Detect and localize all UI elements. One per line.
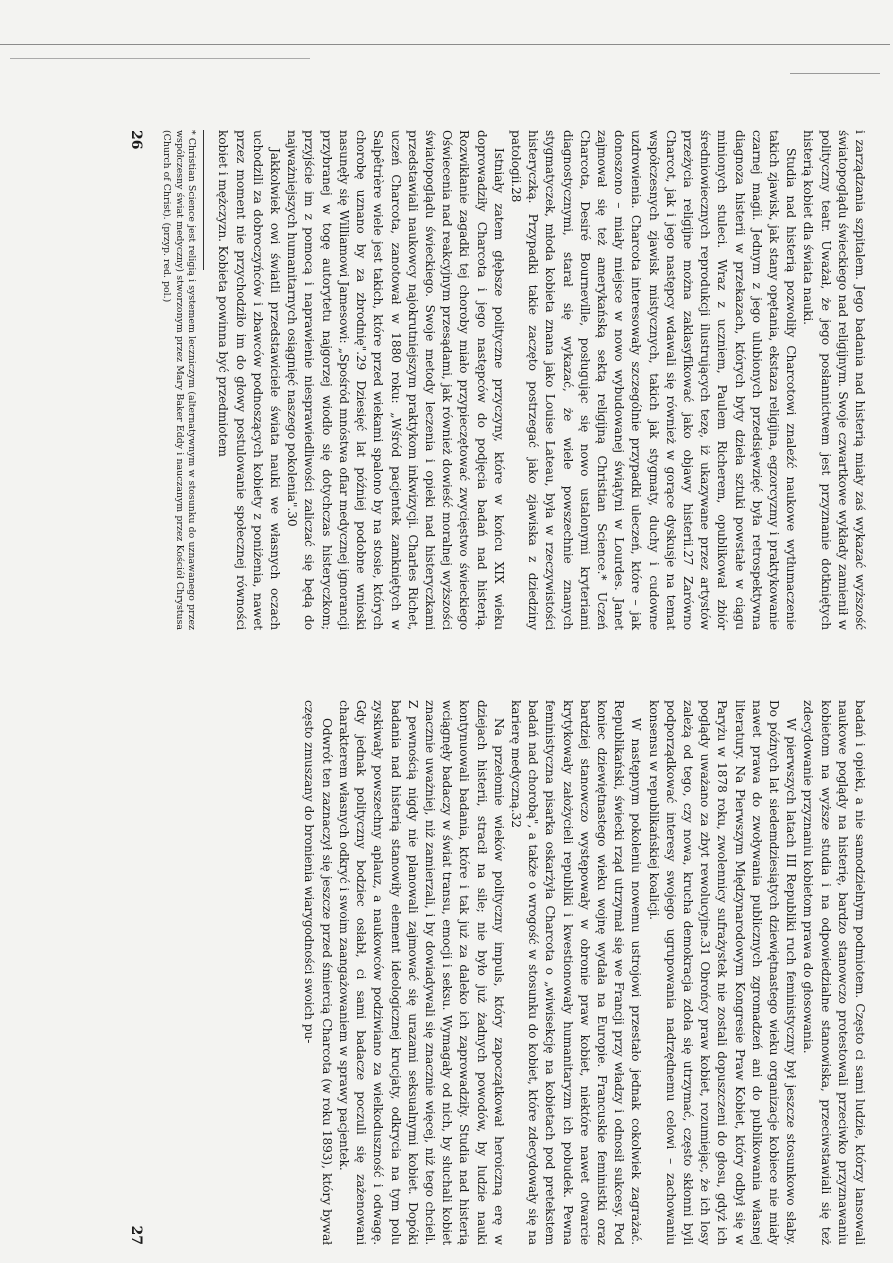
scan-artifact-line — [10, 58, 310, 59]
footnote-divider — [203, 130, 204, 270]
page-27 — [128, 700, 868, 1245]
paragraph: Istniały zatem głębsze polityczne przyczyny, które w końcu XIX wieku doprowadziły Charcota i jego następców do podjęcia badań nad histerią. Rozwikłanie zagadki tej choroby miało przypieczętować zwycięstwo świeckiego Oświecenia nad reakcyjnym przesądami, jak również dowieść moralnej wyższości światopoglądu świeckiego. Swoje metody leczenia i opieki nad histeryczkami przedstawiali naukowcy najokrutniejszym praktykom inkwizycji. Charles Richet, uczeń Charcota, zanotował w 1880 roku: „Wśród pacjentek zamkniętych w Salpêtrière wiele jest takich, które przed wiekami spalono by na stosie, których chorobę uznano by za zbrodnię".29 Dziesięć lat później podobne wnioski nasunęły się Williamowi Jamesowi: „Spośród mnóstwa ofiar medycznej ignorancji przybranej w togę autorytetu najgorzej wiodło się dotychczas histeryczkom; przyjście im z pomocą i naprawienie niesprawiedliwości zaliczać się będą do najważniejszych humanitarnych osiągnięć naszego pokolenia".30 — [285, 130, 506, 630]
page-number: 26 — [128, 130, 144, 150]
paragraph: Odwrót ten zaznaczył się jeszcze przed śmiercią Charcota (w roku 1893), który bywał często zmuszany do bronienia wiarygodności swoich pu- — [302, 700, 334, 1245]
paragraph: badań i opieki, a nie samodzielnym podmiotem. Często ci sami ludzie, którzy lansowali naukowe poglądy na histerię, bardzo stanowczo protestowali przeciwko przyznawaniu kobietom na wyższe studia i na odpowiedzialne stanowiska, przeciwstawiali się też zdecydowanie przyznaniu kobietom prawa do głosowania. — [801, 700, 867, 1245]
scan-artifact-line — [0, 44, 890, 45]
paragraph: Na przełomie wieków polityczny impuls, który zapoczątkował heroiczną erę w dziejach histerii, stracił na sile; nie było już żadnych powodów, by ludzie nauki kontynuowali badania, które i tak już za daleko ich zaprowadziły. Studia nad histerią wciągnęły badaczy w świat transu, emocji i seksu. Wymagały od nich, by słuchali kobiet znacznie uważniej, niż zamierzali, i by dowiadywali się znacznie więcej, niż tego chcieli. Z pewnością nigdy nie planowali zajmować się urazami seksualnymi kobiet. Dopóki badania nad histerią stanowiły element ideologicznej krucjaty, odkrycia na tym polu zyskiwały powszechny aplauz, a naukowców podziwiano za wielkoduszność i odwagę. Gdy jednak polityczny bodziec osłabł, ci sami badacze poczuli się zażenowani charakterem własnych odkryć i swoim zaangażowaniem w sprawy pacjentek. — [336, 700, 506, 1245]
footnote: * Christian Science jest religią i systemem leczniczym (alternatywnym w stosunku do uznawanego przez współczesny świat medyczny) stworzonym przez Mary Baker Eddy i nauczanym przez Kościół Chrystusa (Church of Christ). (przyp. red. pol.) — [161, 130, 198, 630]
page-26 — [128, 130, 868, 630]
scan-artifact-line — [790, 73, 880, 74]
paragraph: Studia nad histerią pozwoliły Charcotowi znaleźć naukowe wytłumaczenie takich zjawisk, jak stany opętania, ekstaza religijna, egzorcyzmy i praktykowanie czarnej magii. Jednym z jego ulubionych przedsięwzięć była retrospektywna diagnoza histerii w przekazach, których byty dzieła sztuki powstałe w ciągu minionych stuleci. Wraz z uczniem, Paulem Richerem, opublikował zbiór średniowiecznych reprodukcji ilustrujących tezę, iż ukazywane przez artystów przeżycia religijne można zaklasyfikować jako objawy histerii.27 Zarówno Charcot, jak i jego następcy wdawali się również w gorące dyskusje na temat współczesnych zjawisk mistycznych, takich jak stygmaty, duchy i cudowne uzdrowienia. Charcota interesowały szczególnie przypadki uleczeń, które – jak donoszono – miały miejsce w nowo wybudowanej świątyni w Lourdes. Janet zajmował się też amerykańską sektą religijną Christian Science.* Uczeń Charcota, Desiré Bourneville, posługując się nowo ustalonymi kryteriami diagnostycznymi, starał się wykazać, że wiele powszechnie znanych stygmatyczek, młoda kobieta znana jako Louise Lateau, była w rzeczywistości histeryczką. Przypadki takie zaczęto postrzegać jako zjawiska z dziedziny patologii.28 — [508, 130, 799, 630]
paragraph: i zarządzania szpitalem. Jego badania nad histerią miały zaś wykazać wyższość światopoglądu świeckiego nad religijnym. Swoje czwartkowe wykłady zamienił w polityczny teatr. Uważał, że jego posłannictwem jest przyznanie dotkniętych histerią kobiet dla świata nauki. — [801, 130, 867, 630]
paragraph: W pierwszych latach III Republiki ruch feministyczny był jeszcze stosunkowo słaby. Do późnych lat siedemdziesiątych dziewiętnastego wieku organizacje kobiece nie miały nawet prawa do zwoływania publicznych zgromadzeń ani do publikowania własnej literatury. Na Pierwszym Międzynarodowym Kongresie Praw Kobiet, który odbył się w Paryżu w 1878 roku, zwolennicy sufrażystek nie zostali dopuszczeni do głosu, gdyż ich poglądy uważano za zbyt rewolucyjne.31 Obrońcy praw kobiet, rozumiejąc, że ich losy zależą od tego, czy nowa, krucha demokracja zdoła się utrzymać, często skłonni byli podporządkować interesy swojego ugrupowania nadrzędnemu celowi – zachowaniu konsensu w republikańskiej koalicji. — [646, 700, 799, 1245]
paragraph: W następnym pokoleniu nowemu ustrojowi przestało jednak cokolwiek zagrażać. Republikański, świecki rząd utrzymał się we Francji przy władzy i odnosił sukcesy. Pod koniec dziewiętnastego wieku wojnę wydała na Europie. Francuskie feministki oraz bardziej stanowczo występowały w obronie praw kobiet, niektóre nawet otwarcie krytykowały założycieli republiki i kwestionowały humanitaryzm ich pobudek. Pewna feministyczna pisarka oskarżyła Charcota o „wiwisekcję na kobietach pod pretekstem badań nad chorobą", a także o wrogość w stosunku do kobiet, które zdecydowały się na karierę medyczną.32 — [508, 700, 644, 1245]
paragraph: Jakkolwiek owi światli przedstawiciele świata nauki we własnych oczach uchodzili za dobroczyńców i zbawców podnoszących kobiety z poniżenia, nawet przez moment nie przychodziło im do głowy postulowanie społecznej równości kobiet i mężczyzn. Kobieta powinna być przedmiotem — [216, 130, 283, 630]
page-number: 27 — [128, 1225, 144, 1245]
